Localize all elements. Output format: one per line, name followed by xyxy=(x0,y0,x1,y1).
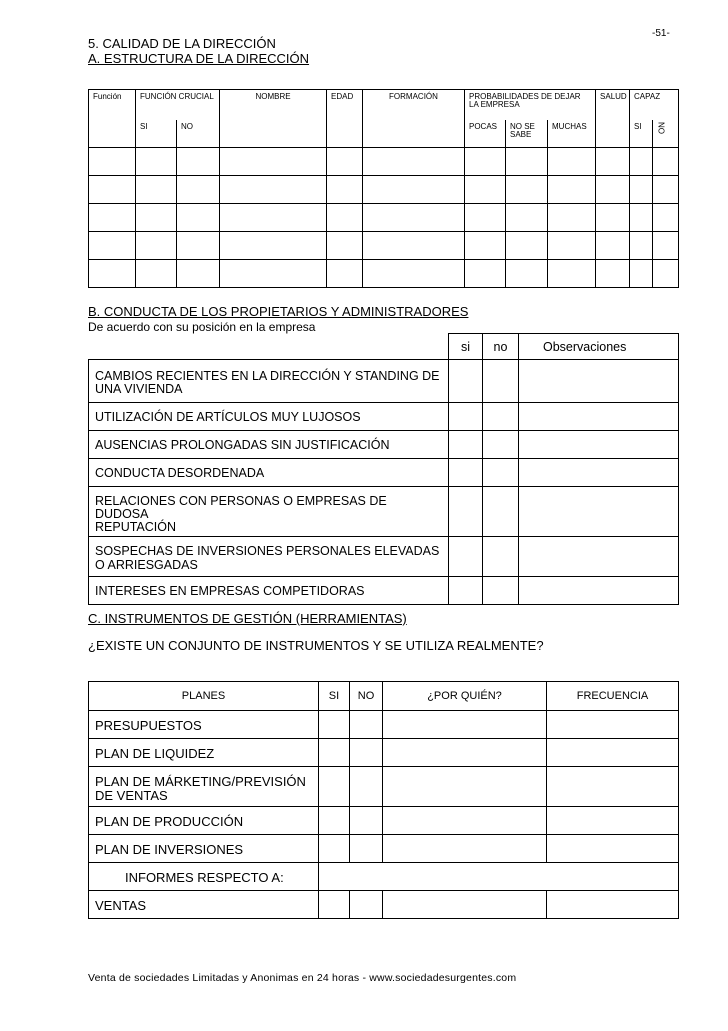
cell[interactable] xyxy=(363,232,465,260)
cell[interactable] xyxy=(89,204,136,232)
table-row xyxy=(89,403,679,431)
row-label: RELACIONES CON PERSONAS O EMPRESAS DE DUDOSA REPUTACIÓN xyxy=(89,487,449,537)
col-si: si xyxy=(449,334,483,360)
sub-pocas: POCAS xyxy=(465,120,506,148)
cell[interactable] xyxy=(465,176,506,204)
cell[interactable] xyxy=(136,260,177,288)
col-si: SI xyxy=(319,682,350,711)
cell[interactable] xyxy=(548,176,596,204)
table-row xyxy=(89,232,679,260)
col-no: NO xyxy=(350,682,383,711)
no-cell[interactable] xyxy=(483,360,519,403)
table-row xyxy=(89,487,679,537)
row-label: VENTAS xyxy=(89,891,319,919)
cell[interactable] xyxy=(630,204,653,232)
cell[interactable] xyxy=(327,232,363,260)
table-row xyxy=(89,835,679,863)
table-row xyxy=(89,459,679,487)
section-c-question: ¿EXISTE UN CONJUNTO DE INSTRUMENTOS Y SE UTILIZA REALMENTE? xyxy=(88,638,544,653)
header-capaz: CAPAZ xyxy=(630,90,679,121)
table-row xyxy=(89,204,679,232)
table-row xyxy=(89,260,679,288)
table-row xyxy=(89,739,679,767)
row-label: CONDUCTA DESORDENADA xyxy=(89,459,449,487)
cell[interactable] xyxy=(506,232,548,260)
por-quien-cell[interactable] xyxy=(383,711,547,739)
no-cell[interactable] xyxy=(350,891,383,919)
cell[interactable] xyxy=(630,260,653,288)
cell[interactable] xyxy=(630,176,653,204)
cell[interactable] xyxy=(363,260,465,288)
informes-blank xyxy=(319,863,679,891)
frecuencia-cell[interactable] xyxy=(547,767,679,807)
cell[interactable] xyxy=(327,260,363,288)
si-cell[interactable] xyxy=(319,711,350,739)
cell[interactable] xyxy=(653,232,679,260)
sub-capaz-si: SI xyxy=(630,120,653,148)
cell[interactable] xyxy=(363,176,465,204)
cell[interactable] xyxy=(89,232,136,260)
observaciones-cell[interactable] xyxy=(519,403,679,431)
table-row xyxy=(89,148,679,176)
cell[interactable] xyxy=(596,260,630,288)
header-salud: SALUD xyxy=(596,90,630,148)
si-cell[interactable] xyxy=(319,891,350,919)
cell[interactable] xyxy=(220,260,327,288)
cell[interactable] xyxy=(136,204,177,232)
frecuencia-cell[interactable] xyxy=(547,711,679,739)
sub-si: SI xyxy=(136,120,177,148)
page-footer: Venta de sociedades Limitadas y Anonimas en 24 horas - www.sociedadesurgentes.com xyxy=(88,972,517,984)
section-a-title: A. ESTRUCTURA DE LA DIRECCIÓN xyxy=(88,51,310,66)
si-cell[interactable] xyxy=(449,459,483,487)
row-label: PLAN DE PRODUCCIÓN xyxy=(89,807,319,835)
cell[interactable] xyxy=(506,176,548,204)
cell[interactable] xyxy=(363,148,465,176)
page-number: -51- xyxy=(652,28,670,39)
cell[interactable] xyxy=(136,148,177,176)
table-row xyxy=(89,431,679,459)
table-row xyxy=(89,863,679,891)
si-cell[interactable] xyxy=(319,807,350,835)
table-row xyxy=(89,711,679,739)
cell[interactable] xyxy=(220,148,327,176)
si-cell[interactable] xyxy=(319,767,350,807)
col-frecuencia: FRECUENCIA xyxy=(547,682,679,711)
table-row xyxy=(89,807,679,835)
cell[interactable] xyxy=(596,176,630,204)
frecuencia-cell[interactable] xyxy=(547,739,679,767)
col-por-quien: ¿POR QUIÉN? xyxy=(383,682,547,711)
cell[interactable] xyxy=(327,176,363,204)
si-cell[interactable] xyxy=(449,360,483,403)
cell[interactable] xyxy=(177,232,220,260)
cell[interactable] xyxy=(327,148,363,176)
observaciones-cell[interactable] xyxy=(519,487,679,537)
no-cell[interactable] xyxy=(350,739,383,767)
row-label: PLAN DE INVERSIONES xyxy=(89,835,319,863)
table-row xyxy=(89,767,679,807)
no-cell[interactable] xyxy=(483,459,519,487)
cell[interactable] xyxy=(653,148,679,176)
cell[interactable] xyxy=(89,260,136,288)
informes-label: INFORMES RESPECTO A: xyxy=(89,863,319,891)
col-observaciones: Observaciones xyxy=(519,334,679,360)
cell[interactable] xyxy=(177,148,220,176)
si-cell[interactable] xyxy=(449,537,483,577)
no-cell[interactable] xyxy=(483,431,519,459)
cell[interactable] xyxy=(136,232,177,260)
row-label: INTERESES EN EMPRESAS COMPETIDORAS xyxy=(89,577,449,605)
header-probabilidades: PROBABILIDADES DE DEJAR LA EMPRESA xyxy=(465,90,596,121)
management-tools-table xyxy=(88,681,679,919)
si-cell[interactable] xyxy=(449,403,483,431)
cell[interactable] xyxy=(327,204,363,232)
owner-conduct-table xyxy=(88,333,679,605)
cell[interactable] xyxy=(596,204,630,232)
sub-capaz-no: NO xyxy=(653,120,679,148)
header-edad: EDAD xyxy=(327,90,363,148)
frecuencia-cell[interactable] xyxy=(547,891,679,919)
table-row xyxy=(89,891,679,919)
cell[interactable] xyxy=(220,232,327,260)
cell[interactable] xyxy=(177,260,220,288)
cell[interactable] xyxy=(596,148,630,176)
management-structure-table xyxy=(88,89,679,288)
cell[interactable] xyxy=(548,148,596,176)
table-row xyxy=(89,360,679,403)
cell[interactable] xyxy=(220,176,327,204)
si-cell[interactable] xyxy=(449,431,483,459)
row-label: UTILIZACIÓN DE ARTÍCULOS MUY LUJOSOS xyxy=(89,403,449,431)
table-row xyxy=(89,537,679,577)
no-cell[interactable] xyxy=(350,711,383,739)
cell[interactable] xyxy=(630,148,653,176)
col-no: no xyxy=(483,334,519,360)
cell[interactable] xyxy=(548,204,596,232)
cell[interactable] xyxy=(596,232,630,260)
no-cell[interactable] xyxy=(350,767,383,807)
no-cell[interactable] xyxy=(483,403,519,431)
row-label: SOSPECHAS DE INVERSIONES PERSONALES ELEVADAS O ARRIESGADAS xyxy=(89,537,449,577)
row-label: PLAN DE MÁRKETING/PREVISIÓN DE VENTAS xyxy=(89,767,319,807)
header-nombre: NOMBRE xyxy=(220,90,327,148)
table-row xyxy=(89,176,679,204)
observaciones-cell[interactable] xyxy=(519,577,679,605)
cell[interactable] xyxy=(548,232,596,260)
section-title: 5. CALIDAD DE LA DIRECCIÓN xyxy=(88,36,276,51)
cell[interactable] xyxy=(506,260,548,288)
por-quien-cell[interactable] xyxy=(383,835,547,863)
cell[interactable] xyxy=(89,176,136,204)
por-quien-cell[interactable] xyxy=(383,739,547,767)
row-label: PRESUPUESTOS xyxy=(89,711,319,739)
por-quien-cell[interactable] xyxy=(383,767,547,807)
cell[interactable] xyxy=(465,232,506,260)
cell[interactable] xyxy=(220,204,327,232)
cell[interactable] xyxy=(465,204,506,232)
observaciones-cell[interactable] xyxy=(519,431,679,459)
cell[interactable] xyxy=(630,232,653,260)
blank-header xyxy=(89,334,449,360)
row-label: AUSENCIAS PROLONGADAS SIN JUSTIFICACIÓN xyxy=(89,431,449,459)
frecuencia-cell[interactable] xyxy=(547,835,679,863)
header-formacion: FORMACIÓN xyxy=(363,90,465,148)
cell[interactable] xyxy=(136,176,177,204)
cell[interactable] xyxy=(653,176,679,204)
observaciones-cell[interactable] xyxy=(519,360,679,403)
header-funcion-crucial: FUNCIÓN CRUCIAL xyxy=(136,90,220,121)
si-cell[interactable] xyxy=(449,487,483,537)
no-cell[interactable] xyxy=(483,537,519,577)
row-label: PLAN DE LIQUIDEZ xyxy=(89,739,319,767)
section-b-subtitle: De acuerdo con su posición en la empresa xyxy=(88,320,316,334)
observaciones-cell[interactable] xyxy=(519,537,679,577)
sub-muchas: MUCHAS xyxy=(548,120,596,148)
si-cell[interactable] xyxy=(449,577,483,605)
sub-no: NO xyxy=(177,120,220,148)
no-cell[interactable] xyxy=(350,807,383,835)
header-funcion: Función xyxy=(89,90,136,148)
cell[interactable] xyxy=(89,148,136,176)
cell[interactable] xyxy=(506,204,548,232)
cell[interactable] xyxy=(465,260,506,288)
observaciones-cell[interactable] xyxy=(519,459,679,487)
cell[interactable] xyxy=(548,260,596,288)
no-cell[interactable] xyxy=(350,835,383,863)
si-cell[interactable] xyxy=(319,739,350,767)
col-planes: PLANES xyxy=(89,682,319,711)
cell[interactable] xyxy=(363,204,465,232)
section-c-title: C. INSTRUMENTOS DE GESTIÓN (HERRAMIENTAS) xyxy=(88,611,407,626)
cell[interactable] xyxy=(653,260,679,288)
table-row xyxy=(89,577,679,605)
cell[interactable] xyxy=(506,148,548,176)
no-cell[interactable] xyxy=(483,487,519,537)
por-quien-cell[interactable] xyxy=(383,891,547,919)
cell[interactable] xyxy=(465,148,506,176)
cell[interactable] xyxy=(177,176,220,204)
cell[interactable] xyxy=(653,204,679,232)
por-quien-cell[interactable] xyxy=(383,807,547,835)
frecuencia-cell[interactable] xyxy=(547,807,679,835)
section-b-title: B. CONDUCTA DE LOS PROPIETARIOS Y ADMINISTRADORES xyxy=(88,304,469,319)
no-cell[interactable] xyxy=(483,577,519,605)
cell[interactable] xyxy=(177,204,220,232)
sub-no-se-sabe: NO SE SABE xyxy=(506,120,548,148)
row-label: CAMBIOS RECIENTES EN LA DIRECCIÓN Y STANDING DE UNA VIVIENDA xyxy=(89,360,449,403)
si-cell[interactable] xyxy=(319,835,350,863)
